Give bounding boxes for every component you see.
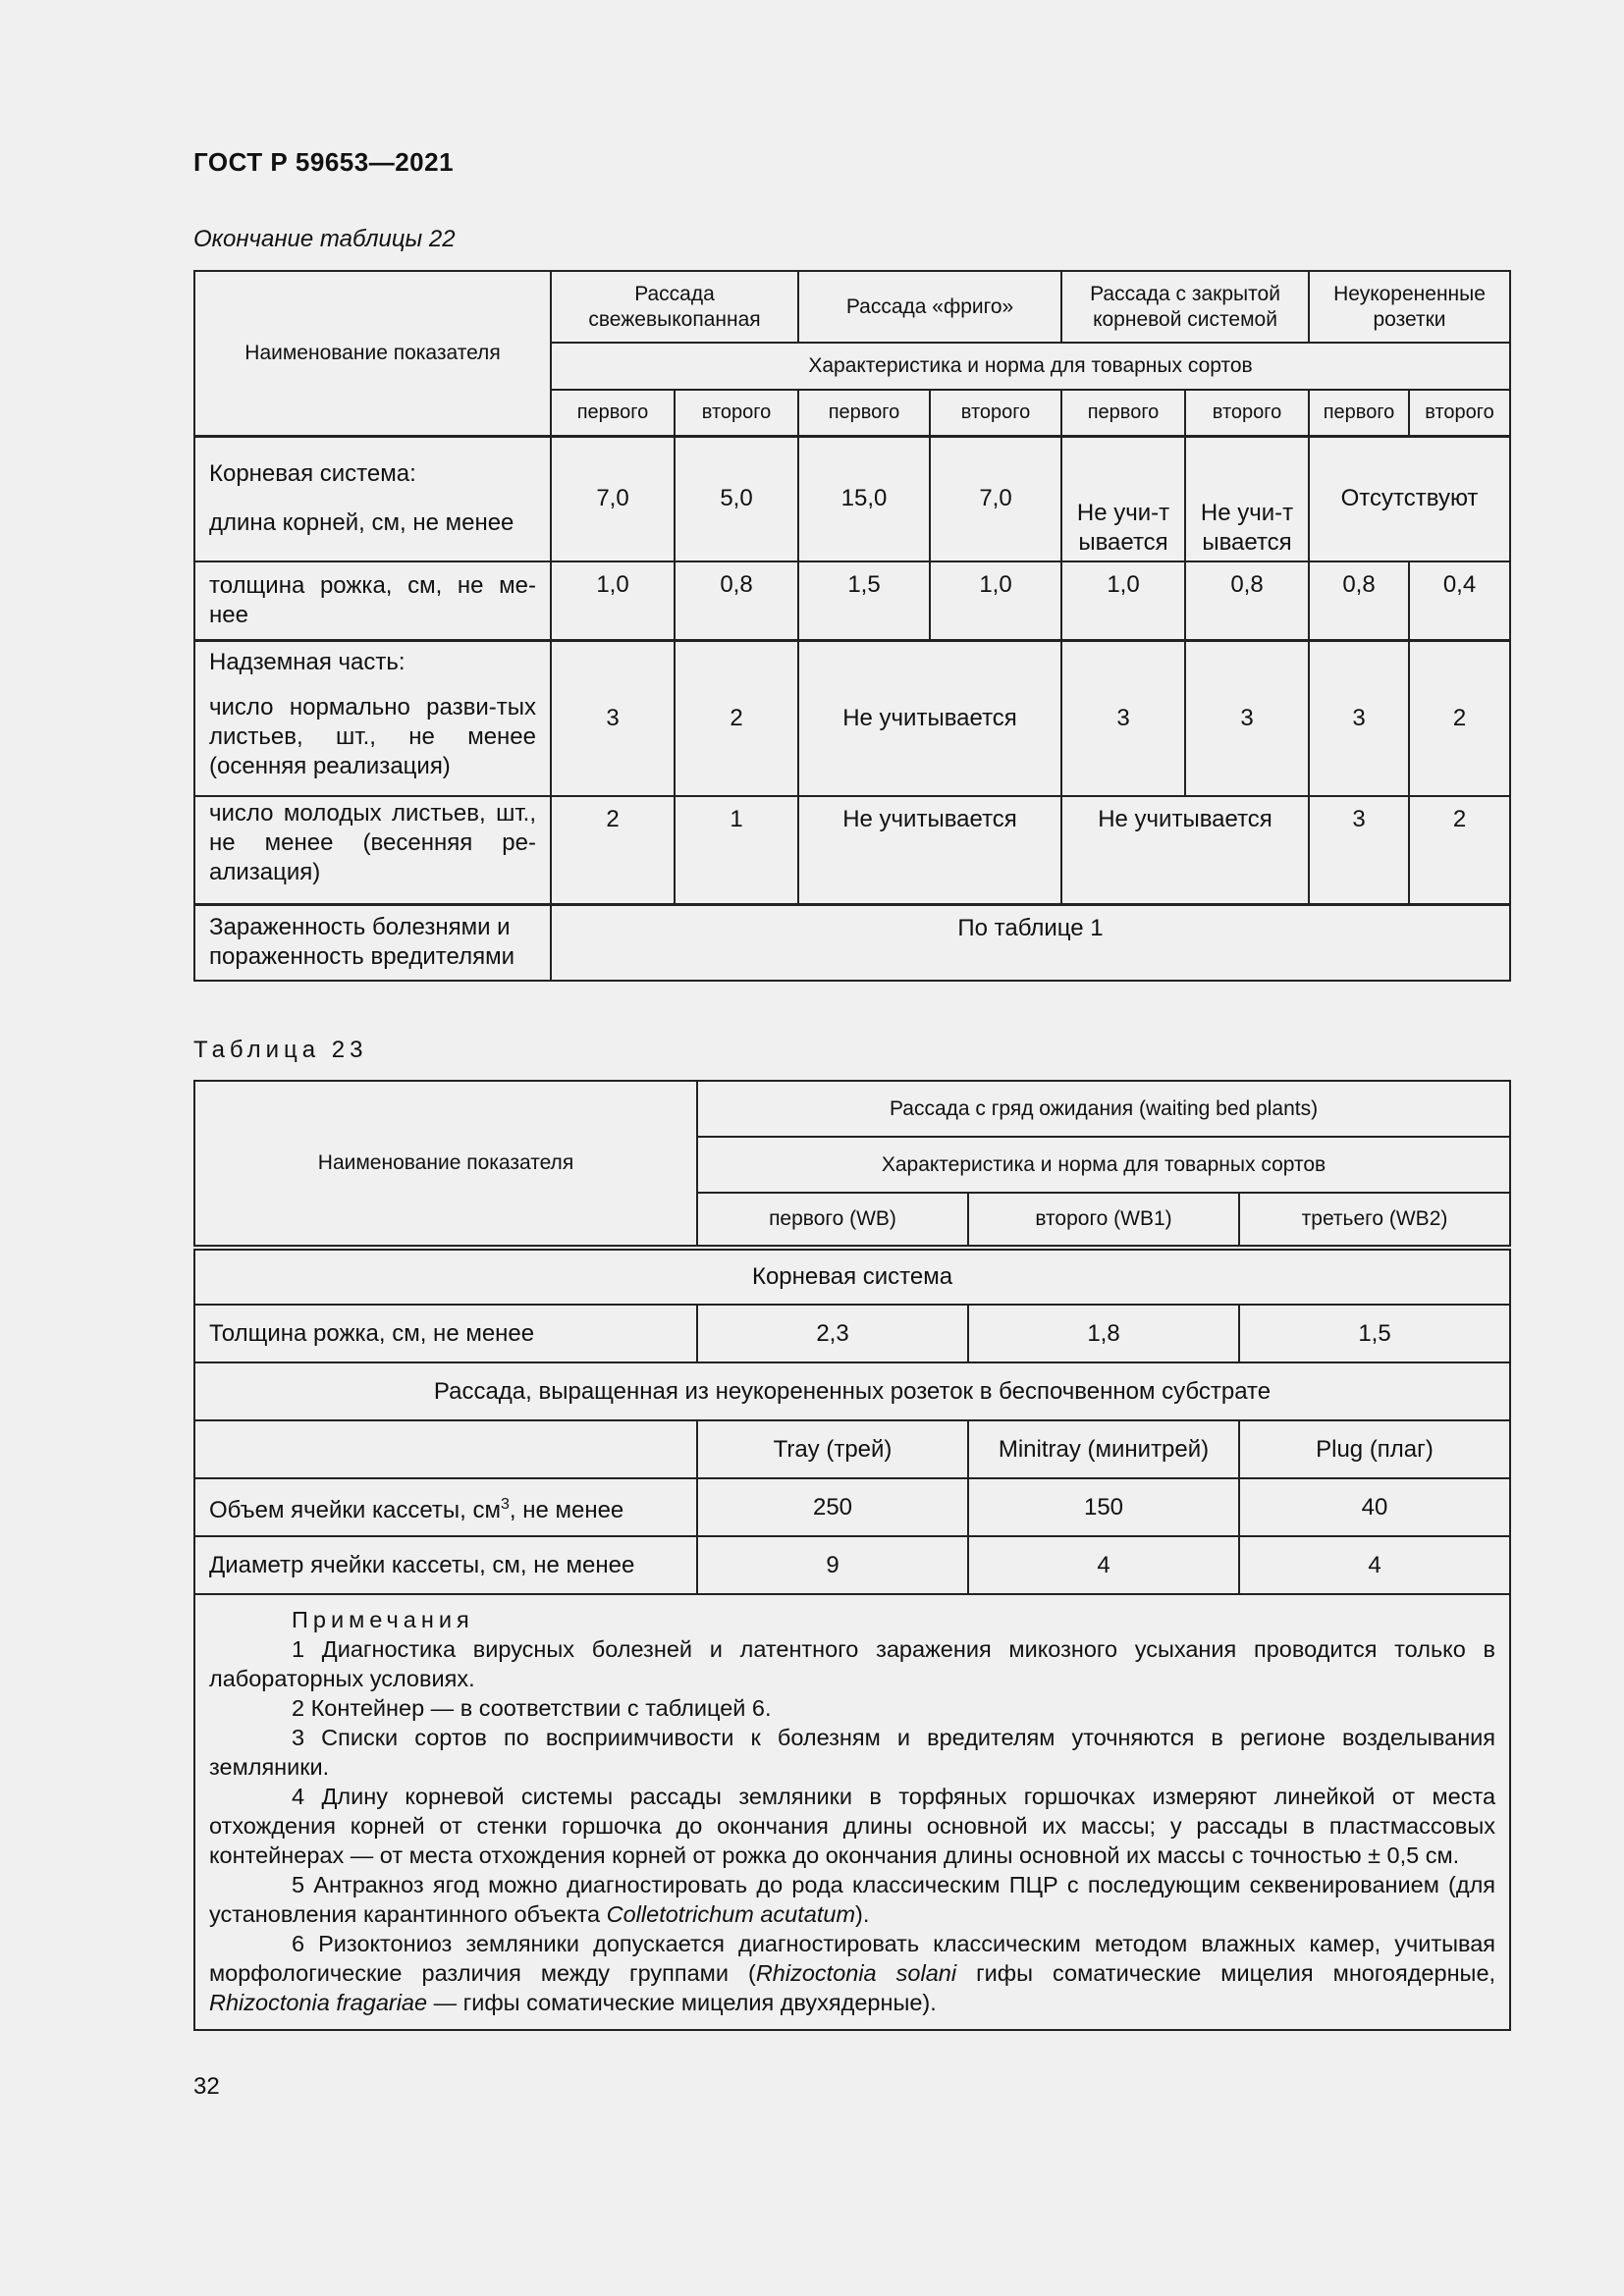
note-text: 5 Антракноз ягод можно диагностировать до рода классическим ПЦР с последующим секвенированием (для установления карантинного объекта [209,1872,1496,1927]
notes [194,1594,1510,2030]
grade-header: второго [675,390,798,436]
cell: 1,5 [798,561,930,640]
group-header-frigo: Рассада «фриго» [798,271,1061,343]
note-italic: Rhizoctonia fragariae [209,1990,428,2015]
cell-text: Не учи-тывается [1076,500,1170,557]
table-row [194,1362,1510,1420]
grade-header: первого (WB) [697,1193,968,1248]
cell: 0,8 [1185,561,1309,640]
cell: 1,5 [1239,1305,1510,1362]
cell: 1,0 [1061,561,1185,640]
cell: 4 [1239,1536,1510,1594]
cell-diameter-label: Диаметр ячейки кассеты, см, не менее [194,1536,697,1594]
cell-volume-label [194,1478,697,1536]
note-text: 6 Ризоктониоз земляники допускается диагностировать классическим методом влажных камер, учитывая морфологические различия между группами ( [209,1931,1496,1986]
grade-header: второго [1409,390,1510,436]
cell: 5,0 [675,436,798,561]
cell: 3 [1061,640,1185,796]
table-row [194,796,1510,904]
cell: 1 [675,796,798,904]
grade-header: второго (WB1) [968,1193,1239,1248]
group-header-rosettes: Неукорененные розетки [1309,271,1510,343]
characteristic-subheader: Характеристика и норма для товарных сортов [697,1137,1510,1193]
note-6 [209,1929,1495,2017]
cassette-type: Plug (плаг) [1239,1420,1510,1478]
cell: 7,0 [930,436,1061,561]
notes-row [194,1594,1510,2030]
cell: 40 [1239,1478,1510,1536]
note-3: 3 Списки сортов по восприимчивости к болезням и вредителям уточняются в регионе возделывания земляники. [209,1725,1496,1780]
note-text: ). [855,1901,870,1927]
group-header: Рассада с гряд ожидания (waiting bed plants) [697,1081,1510,1137]
cell: 2 [1409,796,1510,904]
grade-header: первого [798,390,930,436]
table-row [194,436,1510,561]
cell: 4 [968,1536,1239,1594]
label-part: , не менее [509,1496,624,1523]
note-italic: Colletotrichum acutatum [606,1901,856,1927]
note-italic: Rhizoctonia solani [755,1960,957,1986]
disease-label: Зараженность болезнями и пораженность вредителями [194,904,551,981]
note-text: гифы соматические мицелия многоядерные, [956,1960,1496,1986]
cell: 250 [697,1478,968,1536]
table-row [194,1478,1510,1536]
notes-title: Примечания [292,1607,474,1632]
note-text: — гифы соматические мицелия двухядерные). [427,1990,937,2015]
cell: 2 [675,640,798,796]
cell: Не учитывается [798,640,1061,796]
table-23 [193,1080,1511,2031]
cell [1185,436,1309,561]
table-row [194,1536,1510,1594]
document-code: ГОСТ Р 59653—2021 [193,147,455,177]
note-4: 4 Длину корневой системы рассады земляники в торфяных горшочках измеряют линейкой от места отхождения корней от стенки горшочка до окончания длины основной их массы; у рассады в пластмассовых контейнерах — от места отхождения корней от рожка до окончания длины основной их массы с точностью ± 0,5 см. [209,1784,1496,1868]
cell: По таблице 1 [551,904,1510,981]
root-length-label: длина корней, см, не менее [209,509,514,537]
note-1: 1 Диагностика вирусных болезней и латентного заражения микозного усыхания проводится только в лабораторных условиях. [209,1636,1496,1691]
cell: Не учитывается [1061,796,1309,904]
cell: 2 [551,796,675,904]
leaves-autumn-label: число нормально разви-тых листьев, шт., не менее (осенняя реализация) [209,693,536,779]
cell-text: Не учи-тывается [1200,500,1294,557]
cell: 15,0 [798,436,930,561]
cell: 1,0 [930,561,1061,640]
section-row: Рассада, выращенная из неукорененных розеток в беспочвенном субстрате [194,1362,1510,1420]
column-name-header: Наименование показателя [194,271,551,436]
table-row [194,1305,1510,1362]
cassette-type: Minitray (минитрей) [968,1420,1239,1478]
superscript: 3 [500,1495,510,1513]
table-23-caption: Таблица 23 [193,1037,368,1063]
label-part: Объем ячейки кассеты, см [209,1496,501,1523]
note-5 [209,1870,1495,1929]
crown-thickness-label: толщина рожка, см, не ме-нее [194,561,551,640]
cell: 1,8 [968,1305,1239,1362]
grade-header: первого [1061,390,1185,436]
row-label [194,436,551,561]
cell: 2 [1409,640,1510,796]
table-row [194,904,1510,981]
grade-header: второго [1185,390,1309,436]
cell: 9 [697,1536,968,1594]
section-label: Надземная часть: [209,648,406,675]
row-label [194,640,551,796]
cell [1061,436,1185,561]
cell: 0,8 [1309,561,1409,640]
cell: 3 [1185,640,1309,796]
cell: 3 [551,640,675,796]
cell: 3 [1309,796,1409,904]
cell: 150 [968,1478,1239,1536]
grade-header: первого [551,390,675,436]
cassette-type: Tray (трей) [697,1420,968,1478]
cell: 0,8 [675,561,798,640]
table-row [194,640,1510,796]
table-22 [193,270,1511,982]
cell: 0,4 [1409,561,1510,640]
cell: Не учитывается [798,796,1061,904]
table-row [194,1420,1510,1478]
group-header-fresh: Рассада свежевыкопанная [551,271,798,343]
leaves-spring-label: число молодых листьев, шт., не менее (весенняя ре-ализация) [194,796,551,904]
grade-header: второго [930,390,1061,436]
note-2: 2 Контейнер — в соответствии с таблицей 6. [292,1695,772,1721]
characteristic-subheader: Характеристика и норма для товарных сортов [551,343,1510,390]
cell: 1,0 [551,561,675,640]
cell: 2,3 [697,1305,968,1362]
cell: 7,0 [551,436,675,561]
section-label: Корневая система: [209,460,416,488]
page-number: 32 [193,2073,220,2100]
crown-thickness-label: Толщина рожка, см, не менее [194,1305,697,1362]
column-name-header: Наименование показателя [194,1081,697,1248]
table-row [194,1248,1510,1305]
empty-cell [194,1420,697,1478]
section-row: Корневая система [194,1248,1510,1305]
group-header-closed-root: Рассада с закрытой корневой системой [1061,271,1309,343]
grade-header: третьего (WB2) [1239,1193,1510,1248]
table-22-caption: Окончание таблицы 22 [193,226,456,252]
cell: Отсутствуют [1309,436,1510,561]
table-row [194,561,1510,640]
grade-header: первого [1309,390,1409,436]
cell: 3 [1309,640,1409,796]
